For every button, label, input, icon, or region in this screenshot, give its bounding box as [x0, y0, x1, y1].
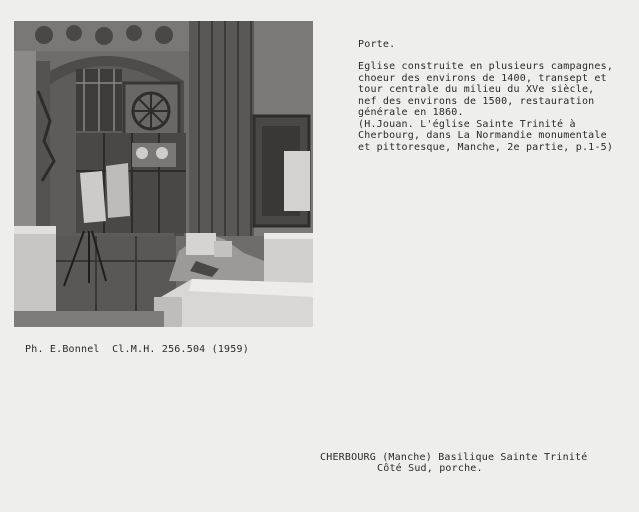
description-line: tour centrale du milieu du XVe siècle, [358, 84, 595, 95]
description-line: et pittoresque, Manche, 2e partie, p.1-5) [358, 141, 614, 153]
description-line: Eglise construite en plusieurs campagnes, [358, 61, 614, 72]
caption-title: CHERBOURG (Manche) Basilique Sainte Trinité [320, 452, 588, 463]
description-line: choeur des environs de 1400, transept et [358, 72, 607, 84]
church-porch-photo [14, 21, 313, 327]
description-line: nef des environs de 1500, restauration [358, 95, 595, 107]
description-block [358, 61, 613, 153]
document-heading: Porte. [358, 39, 396, 50]
description-line: générale en 1860. [358, 107, 464, 118]
caption-subtitle: Côté Sud, porche. [377, 463, 483, 474]
photo-credit: Ph. E.Bonnel Cl.M.H. 256.504 (1959) [25, 344, 249, 355]
description-line: (H.Jouan. L'église Sainte Trinité à [358, 118, 576, 130]
description-line: Cherbourg, dans La Normandie monumentale [358, 130, 607, 141]
